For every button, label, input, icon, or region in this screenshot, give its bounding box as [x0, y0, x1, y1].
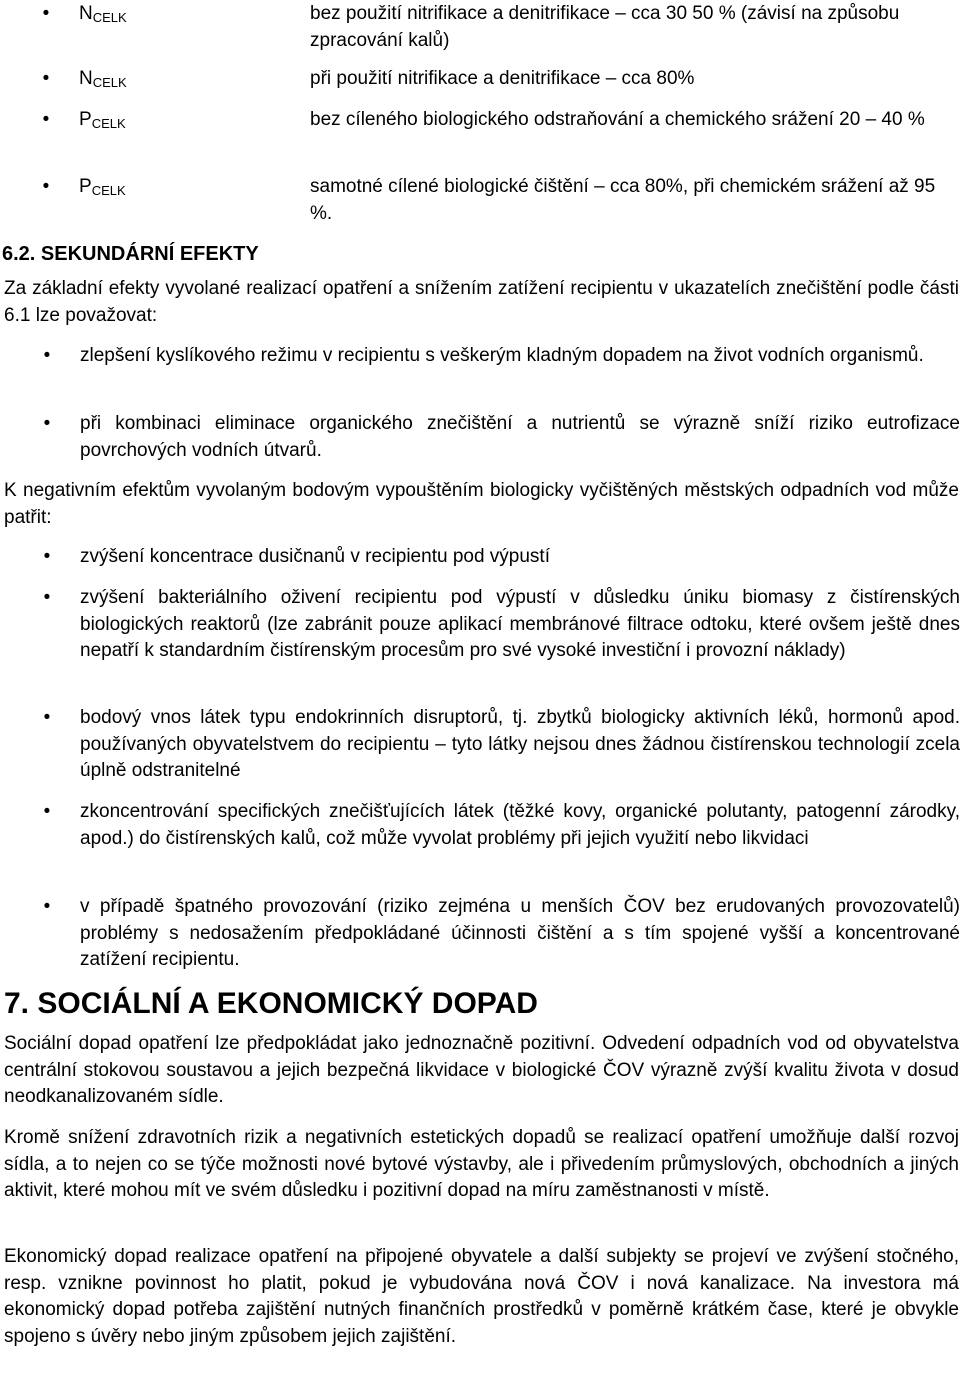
definition-description: bez cíleného biologického odstraňování a chemického srážení 20 – 40 %: [310, 109, 925, 130]
section-heading-7: 7. SOCIÁLNÍ A EKONOMICKÝ DOPAD: [4, 987, 538, 1020]
list-item-text: bodový vnos látek typu endokrinních disruptorů, tj. zbytků biologicky aktivních léků, hormonů apod. používaných obyvatelstvem do recipientu – tyto látky nejsou dnes žádnou čistírenskou technologií zcela úplně odstranitelné: [80, 707, 960, 781]
definition-term: $P_{CELK}$: [79, 176, 126, 198]
list-item-text: zkoncentrování specifických znečišťujících látek (těžké kovy, organické polutanty, patogenní zárodky, apod.) do čistírenských kalů, což může vyvolat problémy při jejich využití nebo likvidaci: [80, 801, 960, 849]
paragraph: Sociální dopad opatření lze předpokládat jako jednoznačně pozitivní. Odvedení odpadních vod od obyvatelstva centrální stokovou soustavou a jejich bezpečná likvidace v biologické ČOV výrazně zvýší kvalitu života v dosud neodkanalizovaném sídle.: [4, 1033, 959, 1107]
bullet-icon: •: [42, 109, 50, 130]
bullet-icon: •: [42, 176, 50, 197]
definition-description: bez použití nitrifikace a denitrifikace – cca 30 50 % (závisí na způsobu zpracování kalů): [310, 3, 900, 51]
bullet-icon: •: [42, 68, 50, 89]
list-item-text: při kombinaci eliminace organického znečištění a nutrientů se výrazně sníží riziko eutrofizace povrchových vodních útvarů.: [80, 413, 960, 461]
bullet-icon: •: [43, 546, 51, 567]
bullet-icon: •: [43, 896, 51, 917]
list-item-text: zlepšení kyslíkového režimu v recipientu s veškerým kladným dopadem na život vodních organismů.: [80, 345, 924, 366]
definition-term: $N_{CELK}$: [79, 3, 127, 25]
paragraph: Kromě snížení zdravotních rizik a negativních estetických dopadů se realizací opatření umožňuje další rozvoj sídla, a to nejen co se týče možnosti nové bytové výstavby, ale i přivedením průmyslových, obchodních a jiných aktivit, které mohou mít ve svém důsledku i pozitivní dopad na míru zaměstnanosti v místě.: [4, 1127, 959, 1201]
paragraph: Ekonomický dopad realizace opatření na připojené obyvatele a další subjekty se projeví ve zvýšení stočného, resp. vznikne povinnost ho platit, pokud je vybudována nová ČOV i nová kanalizace. Na investora má ekonomický dopad potřeba zajištění nutných finančních prostředků v poměrně krátkém čase, které je obvykle spojeno s úvěry nebo jiným způsobem jejich zajištění.: [4, 1246, 959, 1347]
definition-term: $N_{CELK}$: [79, 68, 127, 90]
intro-paragraph: Za základní efekty vyvolané realizací opatření a snížením zatížení recipientu v ukazatelích znečištění podle části 6.1 lze považovat:: [4, 278, 959, 326]
list-item-text: v případě špatného provozování (riziko zejména u menších ČOV bez erudovaných provozovatelů) problémy s nedosažením předpokládané účinnosti čištění a s tím spojené vyšší a koncentrované zatížení recipientu.: [80, 896, 960, 970]
bullet-icon: •: [43, 707, 51, 728]
definition-term: $P_{CELK}$: [79, 109, 126, 131]
definition-description: při použití nitrifikace a denitrifikace – cca 80%: [310, 68, 695, 89]
section-heading-6-2: 6.2. SEKUNDÁRNÍ EFEKTY: [2, 243, 259, 265]
bullet-icon: •: [43, 801, 51, 822]
list-item-text: zvýšení bakteriálního oživení recipientu pod výpustí v důsledku úniku biomasy z čistírenských biologických reaktorů (lze zabránit pouze aplikací membránové filtrace odtoku, které ovšem ještě dnes nepatří k standardním čistírenským procesům pro své vysoké investiční i provozní náklady): [80, 587, 960, 661]
definition-description: samotné cílené biologické čištění – cca 80%, při chemickém srážení až 95 %.: [310, 176, 936, 224]
bullet-icon: •: [43, 345, 51, 366]
bullet-icon: •: [42, 3, 50, 24]
bullet-icon: •: [43, 587, 51, 608]
bullet-icon: •: [43, 413, 51, 434]
list-item-text: zvýšení koncentrace dusičnanů v recipientu pod výpustí: [80, 546, 550, 567]
negative-intro-paragraph: K negativním efektům vyvolaným bodovým vypouštěním biologicky vyčištěných městských odpadních vod může patřit:: [4, 480, 959, 528]
